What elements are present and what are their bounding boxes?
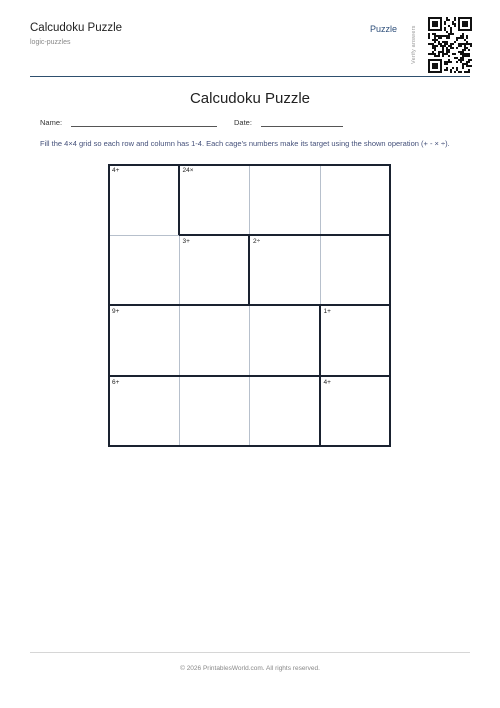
grid-cell[interactable] [180,236,250,306]
grid-cell[interactable] [250,306,320,376]
cage-label: 1+ [323,308,331,315]
category-tag[interactable]: Puzzle [370,24,398,34]
name-field[interactable] [71,126,217,127]
date-field[interactable] [261,126,343,127]
grid-border [389,164,391,447]
cage-label: 6+ [112,378,120,386]
cage-label: 9+ [112,308,120,315]
name-label: Name: [40,118,63,127]
grid-cell[interactable] [250,236,320,306]
cage-label: 4+ [112,167,120,174]
grid-border [108,164,110,447]
qr-code-icon[interactable] [428,17,472,73]
instructions: Fill the 4×4 grid so each row and column has 1-4. Each cage's numbers make its target using the shown operation (+ - × ÷). [40,139,450,148]
cage-label: 24× [182,167,194,174]
cage-label: 3+ [182,237,190,245]
cage-border [179,234,391,236]
grid-cell[interactable] [321,306,391,376]
cage-border [178,164,180,235]
header-subtitle: logic-puzzles [30,39,71,46]
cage-border [248,235,250,306]
footer-copyright: © 2026 PrintablesWorld.com. All rights reserved. [180,665,320,672]
grid-border [108,164,391,166]
cage-border [108,375,391,377]
cage-label: 2÷ [253,237,261,245]
verify-answers-label: Verify answers [411,25,417,65]
grid-cell[interactable] [321,236,391,306]
grid-cell[interactable] [109,165,179,235]
grid-cell[interactable] [321,165,391,235]
calcudoku-grid [108,164,391,447]
footer-divider [30,652,470,653]
header-divider [30,76,470,77]
cage-border [108,304,391,306]
header-title: Calcudoku Puzzle [30,22,123,34]
date-label: Date: [234,118,252,127]
grid-cell[interactable] [109,377,179,447]
grid-cell[interactable] [250,165,320,235]
grid-border [108,445,391,447]
grid-cell[interactable] [180,306,250,376]
grid-cell[interactable] [250,377,320,447]
page-title: Calcudoku Puzzle [189,90,311,107]
grid-cell[interactable] [180,377,250,447]
grid-cell[interactable] [180,165,250,235]
grid-cell[interactable] [109,306,179,376]
grid-cell[interactable] [321,377,391,447]
cage-label: 4+ [323,378,331,386]
grid-cell[interactable] [109,236,179,306]
